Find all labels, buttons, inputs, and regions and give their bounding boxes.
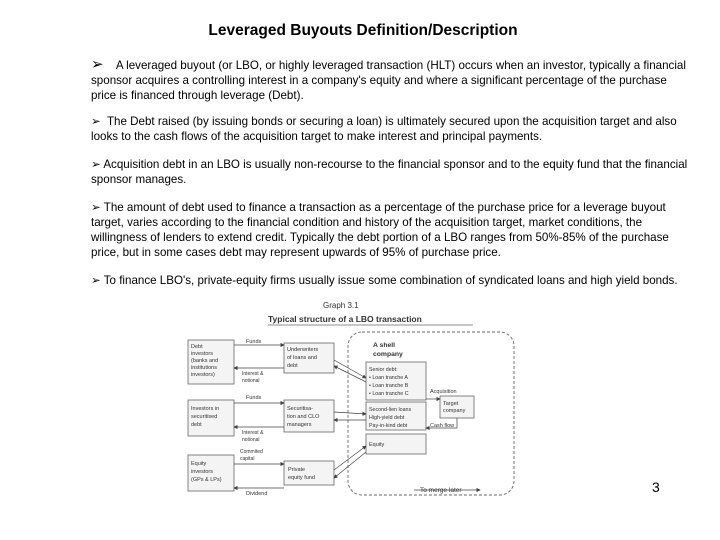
paragraph-4-text: The amount of debt used to finance a transaction as a percentage of the purchase price for a leverage buyout target, varies according to the financial condition and history of the acquisition target, market conditions, the willingness of lenders to extend credit. Typically the debt portion of a LBO ranges from 50%-85% of the purchase price, but in some cases debt may represent upwards of 95% of purchase price. [91,201,669,259]
debt-investors-label: Debt investors (banks and institutions investors) [191,344,219,378]
acquisition-label: Acquisition [430,389,457,395]
target-company-label: Target company [443,401,466,414]
paragraph-1-text: A leveraged buyout (or LBO, or highly leveraged transaction (HLT) occurs when an investor, typically a financial sponsor acquires a controlling interest in a company's equity and where a significant percentage of the purchase price is financed through leverage (Debt). [91,59,686,102]
senior-debt-label: Senior debt: • Loan tranche A • Loan tranche B • Loan tranche C [369,367,409,397]
target-company-box [440,396,474,418]
private-equity-label: Private equity fund [288,467,315,481]
diagram-heading: Typical structure of a LBO transaction [268,314,422,324]
underwriters-label: Underwriters of loans and debt [287,347,319,369]
junior-debt-label: Second-lien loans High-yield debt Pay-in-kind debt [369,407,412,429]
equity-investors-label: Equity investors (GPs & LPs) [191,461,222,483]
cash-flow-label: Cash flow [430,423,455,429]
securitisation-label: Securitisa- tion and CLO managers [287,406,320,428]
bullet-arrow-icon: ➢ [91,274,101,287]
committed-capital-label: Commited capital [240,449,263,462]
page-number: 3 [652,479,660,495]
paragraph-3-text: Acquisition debt in an LBO is usually non-recourse to the financial sponsor and to the equity fund that the financial sponsor manages. [91,158,688,186]
bullet-arrow-icon: ➢ [91,56,104,73]
bullet-arrow-icon: ➢ [91,158,101,171]
dividend-label: Dividend [246,491,268,497]
private-equity-box [284,461,334,485]
funds-label-2: Funds [246,395,262,401]
interest-label-1: Interest & notional [242,371,264,384]
merge-note: To merge later [420,487,462,494]
page-title: Leveraged Buyouts Definition/Description [208,22,518,39]
shell-company-label: A shell company [373,342,403,358]
funds-label-1: Funds [246,339,262,345]
securitised-investors-label: Investors in securitised debt [191,406,220,428]
bullet-arrow-icon: ➢ [91,115,101,128]
equity-label: Equity [369,442,385,448]
interest-label-2: Interest & notional [242,430,264,443]
paragraph-2-text: The Debt raised (by issuing bonds or securing a loan) is ultimately secured upon the acquisition target and also looks to the cash flows of the acquisition target to make interest and principal payments. [91,115,677,143]
bullet-arrow-icon: ➢ [91,201,101,214]
graph-label: Graph 3.1 [323,301,359,310]
paragraph-5-text: To finance LBO's, private-equity firms usually issue some combination of syndicated loans and high yield bonds. [103,274,678,287]
